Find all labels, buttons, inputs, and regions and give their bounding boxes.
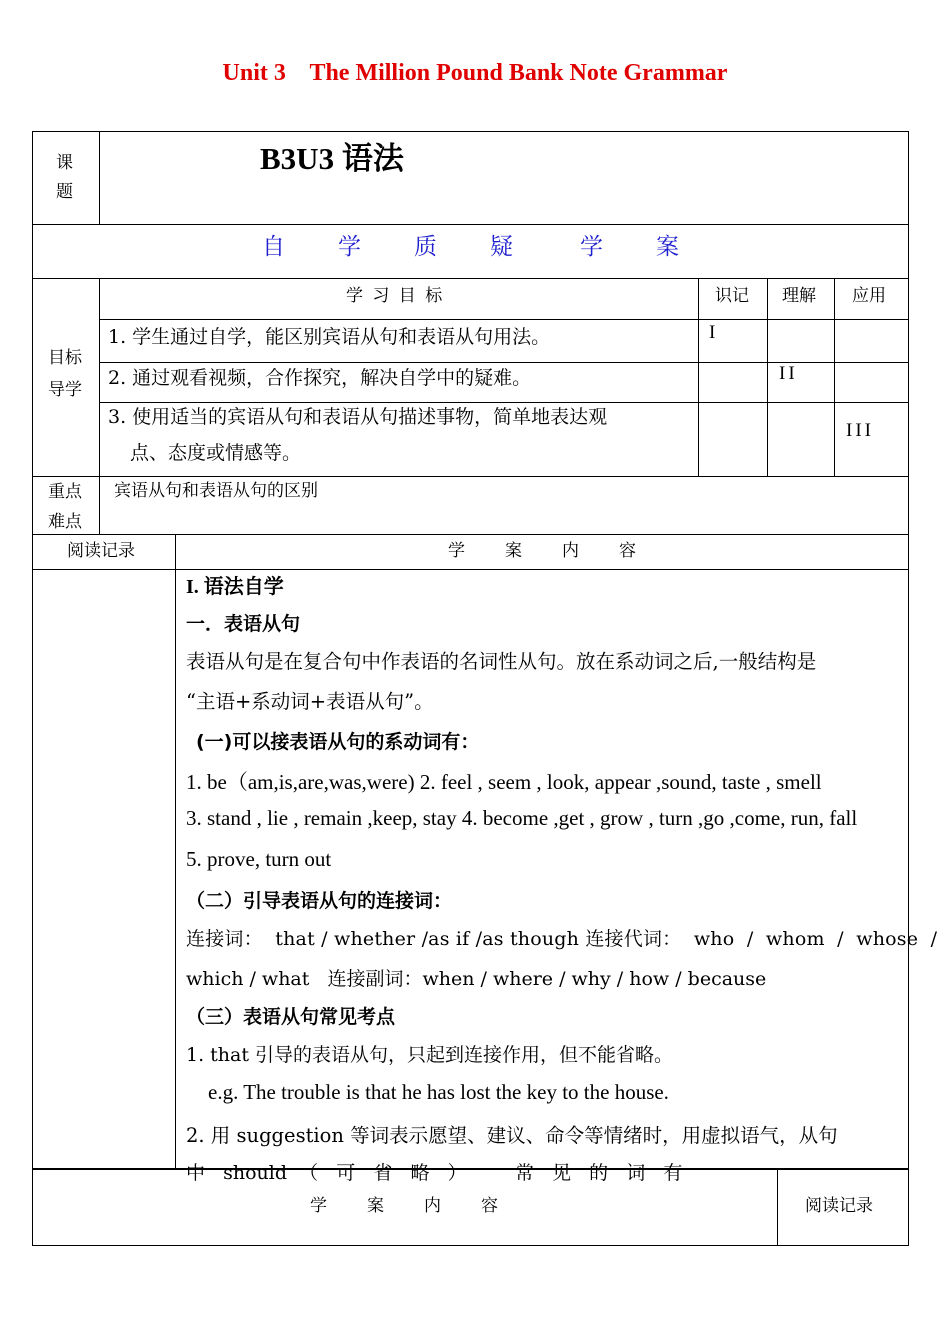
subsection-heading: 一．表语从句 (186, 613, 301, 635)
footer-reading-record: 阅读记录 (805, 1196, 873, 1216)
objectives-label-2: 导学 (48, 380, 82, 400)
objective-text: 1. 学生通过自学，能区别宾语从句和表语从句用法。 (108, 326, 551, 348)
lesson-content (176, 570, 938, 1184)
footer-border-left (32, 1169, 33, 1246)
plan-heading-char: 自 (262, 234, 285, 260)
subsection-heading: （三）表语从句常见考点 (186, 1006, 396, 1028)
key-points-label-2: 难点 (48, 512, 82, 532)
objective-text: 3. 使用适当的宾语从句和表语从句描述事物，简单地表达观 (108, 406, 608, 428)
reading-record-header: 阅读记录 (67, 541, 135, 561)
footer-content-header-char: 容 (481, 1196, 498, 1216)
paragraph-text: 2. 用 suggestion 等词表示愿望、建议、命令等情绪时，用虚拟语气，从句 (186, 1124, 838, 1147)
divider (698, 278, 699, 477)
objective-mark-recall: I (709, 322, 716, 343)
objective-mark-understand: II (779, 363, 798, 384)
divider (32, 278, 909, 279)
goal-column-header: 学 习 目 标 (346, 286, 445, 306)
objectives-label-1: 目标 (48, 348, 82, 368)
divider (99, 476, 100, 535)
footer-content-header-char: 学 (310, 1196, 327, 1216)
subsection-heading: (一)可以接表语从句的系动词有： (196, 731, 480, 753)
verb-list: 5. prove, turn out (186, 847, 332, 871)
footer-content-header-char: 内 (424, 1196, 441, 1216)
divider (767, 278, 768, 477)
content-header-char: 容 (619, 541, 636, 561)
verb-list: 3. stand , lie , remain ,keep, stay 4. become ,get , grow , turn ,go ,come, run, fall (186, 806, 858, 830)
topic-value: B3U3 语法 (260, 141, 404, 176)
table-border-top (32, 131, 909, 132)
objective-mark-apply: III (846, 420, 874, 441)
paragraph-text: 表语从句是在复合句中作表语的名词性从句。放在系动词之后,一般结构是 (186, 650, 817, 673)
topic-label-1: 课 (56, 153, 73, 173)
divider (99, 278, 100, 477)
example-sentence: e.g. The trouble is that he has lost the key to the house. (208, 1080, 669, 1104)
document-title: Unit 3 The Million Pound Bank Note Grammar (222, 60, 728, 86)
divider (99, 131, 100, 225)
table-border-right (908, 131, 909, 1170)
footer-border-right (908, 1169, 909, 1246)
objective-text-continued: 点、态度或情感等。 (130, 442, 302, 464)
footer-border-bottom (32, 1245, 909, 1246)
plan-heading-char: 学 (580, 234, 603, 260)
divider (834, 278, 835, 477)
divider (99, 319, 909, 320)
footer-content-header-char: 案 (367, 1196, 384, 1216)
key-points-label-1: 重点 (48, 482, 82, 502)
paragraph-text: “主语+系动词+表语从句”。 (186, 690, 434, 713)
divider (32, 224, 909, 225)
plan-heading-char: 质 (414, 234, 437, 260)
topic-label-2: 题 (56, 182, 73, 202)
footer-divider (777, 1169, 778, 1246)
plan-heading-char: 学 (338, 234, 361, 260)
plan-heading-char: 案 (656, 234, 679, 260)
plan-heading-char: 疑 (490, 234, 513, 260)
verb-list: 1. be（am,is,are,was,were) 2. feel , seem , look, appear ,sound, taste , smell (186, 770, 822, 794)
paragraph-text: which / what 连接副词：when / where / why / how / because (186, 968, 767, 990)
content-header-char: 内 (562, 541, 579, 561)
key-points-value: 宾语从句和表语从句的区别 (114, 481, 318, 501)
objective-text: 2. 通过观看视频，合作探究，解决自学中的疑难。 (108, 367, 532, 389)
divider (32, 534, 909, 535)
content-header-char: 案 (505, 541, 522, 561)
apply-column-header: 应用 (852, 286, 886, 306)
paragraph-text-cut: 中 should （ 可 省 略 ） 常 见 的 词 有 (186, 1162, 683, 1184)
recall-column-header: 识记 (715, 286, 749, 306)
understand-column-header: 理解 (782, 286, 816, 306)
paragraph-text: 1. that 引导的表语从句，只起到连接作用，但不能省略。 (186, 1044, 674, 1066)
subsection-heading: （二）引导表语从句的连接词： (186, 890, 453, 912)
paragraph-text: 连接词： that / whether /as if /as though 连接代词： who / whom / whose / (186, 928, 938, 950)
section-heading: I. 语法自学 (186, 576, 284, 598)
content-header-char: 学 (448, 541, 465, 561)
table-border-left (32, 131, 33, 1170)
